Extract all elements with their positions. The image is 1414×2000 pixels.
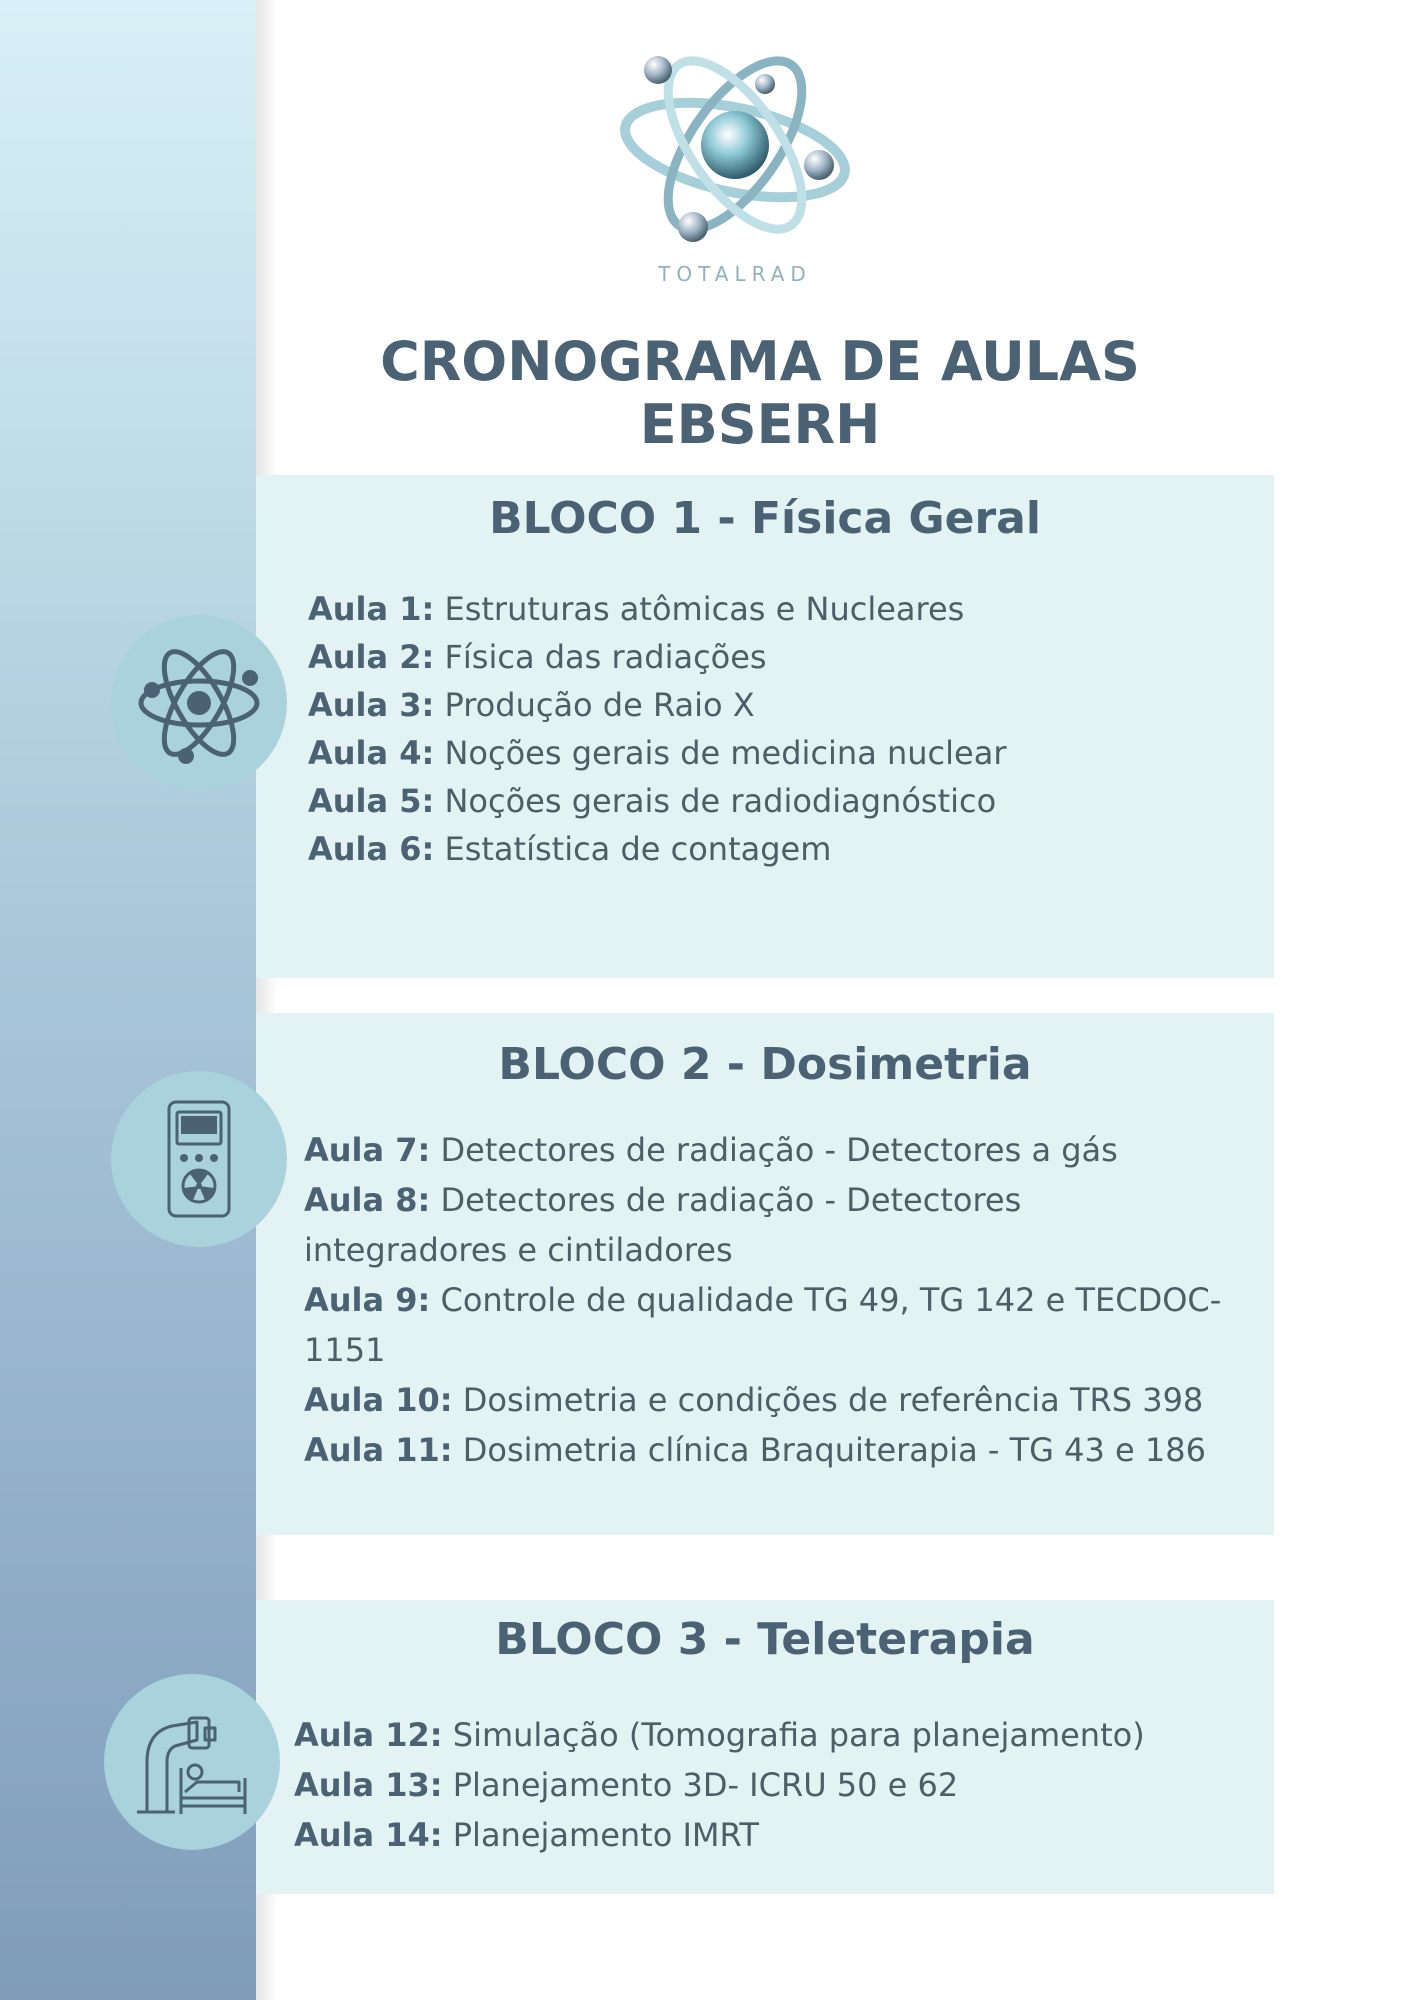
lesson-label: Aula 2: bbox=[308, 638, 435, 676]
block-fisica-geral bbox=[256, 475, 1274, 978]
lesson-item bbox=[294, 1810, 1234, 1860]
lesson-list bbox=[304, 1125, 1234, 1475]
lesson-item bbox=[304, 1425, 1234, 1475]
dosimeter-icon bbox=[139, 1094, 259, 1224]
lesson-item bbox=[308, 585, 1228, 633]
lesson-text: Detectores de radiação - Detectores a gás bbox=[430, 1131, 1118, 1169]
block-teleterapia bbox=[256, 1600, 1274, 1894]
lesson-label: Aula 6: bbox=[308, 830, 435, 868]
lesson-list bbox=[308, 585, 1228, 873]
logo bbox=[615, 40, 855, 300]
lesson-text: Simulação (Tomografia para planejamento) bbox=[442, 1716, 1145, 1754]
lesson-label: Aula 4: bbox=[308, 734, 435, 772]
lesson-item bbox=[304, 1125, 1234, 1175]
lesson-text: Dosimetria clínica Braquiterapia - TG 43 e 186 bbox=[452, 1431, 1206, 1469]
lesson-list bbox=[294, 1710, 1234, 1860]
block-title: BLOCO 1 - Física Geral bbox=[489, 493, 1041, 544]
lesson-item bbox=[294, 1760, 1234, 1810]
atom-logo-icon bbox=[615, 40, 855, 250]
lesson-text: Detectores de radiação - Detectores integradores e cintiladores bbox=[304, 1181, 1022, 1269]
lesson-text: Noções gerais de medicina nuclear bbox=[434, 734, 1007, 772]
lesson-text: Noções gerais de radiodiagnóstico bbox=[434, 782, 997, 820]
lesson-item bbox=[308, 633, 1228, 681]
lesson-label: Aula 13: bbox=[294, 1766, 443, 1804]
lesson-label: Aula 11: bbox=[304, 1431, 453, 1469]
lesson-label: Aula 3: bbox=[308, 686, 435, 724]
logo-text: TOTALRAD bbox=[658, 262, 812, 286]
atom-icon-badge bbox=[111, 615, 287, 791]
linac-icon-badge bbox=[104, 1674, 280, 1850]
lesson-label: Aula 7: bbox=[304, 1131, 431, 1169]
lesson-label: Aula 5: bbox=[308, 782, 435, 820]
dosimeter-icon-badge bbox=[111, 1071, 287, 1247]
atom-icon bbox=[134, 638, 264, 768]
lesson-label: Aula 1: bbox=[308, 590, 435, 628]
lesson-item bbox=[304, 1275, 1234, 1375]
linac-icon bbox=[127, 1702, 257, 1822]
lesson-item bbox=[304, 1175, 1234, 1275]
lesson-label: Aula 14: bbox=[294, 1816, 443, 1854]
lesson-text: Controle de qualidade TG 49, TG 142 e TECDOC-1151 bbox=[304, 1281, 1222, 1369]
page-title: CRONOGRAMA DE AULAS EBSERH bbox=[380, 330, 1140, 456]
lesson-text: Planejamento IMRT bbox=[442, 1816, 759, 1854]
lesson-text: Planejamento 3D- ICRU 50 e 62 bbox=[442, 1766, 959, 1804]
lesson-text: Estatística de contagem bbox=[434, 830, 832, 868]
lesson-text: Física das radiações bbox=[434, 638, 767, 676]
block-dosimetria bbox=[256, 1013, 1274, 1535]
lesson-item bbox=[308, 777, 1228, 825]
lesson-item bbox=[308, 825, 1228, 873]
lesson-label: Aula 8: bbox=[304, 1181, 431, 1219]
lesson-item bbox=[308, 681, 1228, 729]
lesson-item bbox=[308, 729, 1228, 777]
lesson-label: Aula 9: bbox=[304, 1281, 431, 1319]
lesson-text: Dosimetria e condições de referência TRS 398 bbox=[452, 1381, 1204, 1419]
lesson-text: Estruturas atômicas e Nucleares bbox=[434, 590, 965, 628]
lesson-label: Aula 12: bbox=[294, 1716, 443, 1754]
lesson-text: Produção de Raio X bbox=[434, 686, 755, 724]
block-title: BLOCO 3 - Teleterapia bbox=[495, 1614, 1035, 1665]
lesson-item bbox=[294, 1710, 1234, 1760]
lesson-label: Aula 10: bbox=[304, 1381, 453, 1419]
block-title: BLOCO 2 - Dosimetria bbox=[498, 1039, 1032, 1090]
lesson-item bbox=[304, 1375, 1234, 1425]
